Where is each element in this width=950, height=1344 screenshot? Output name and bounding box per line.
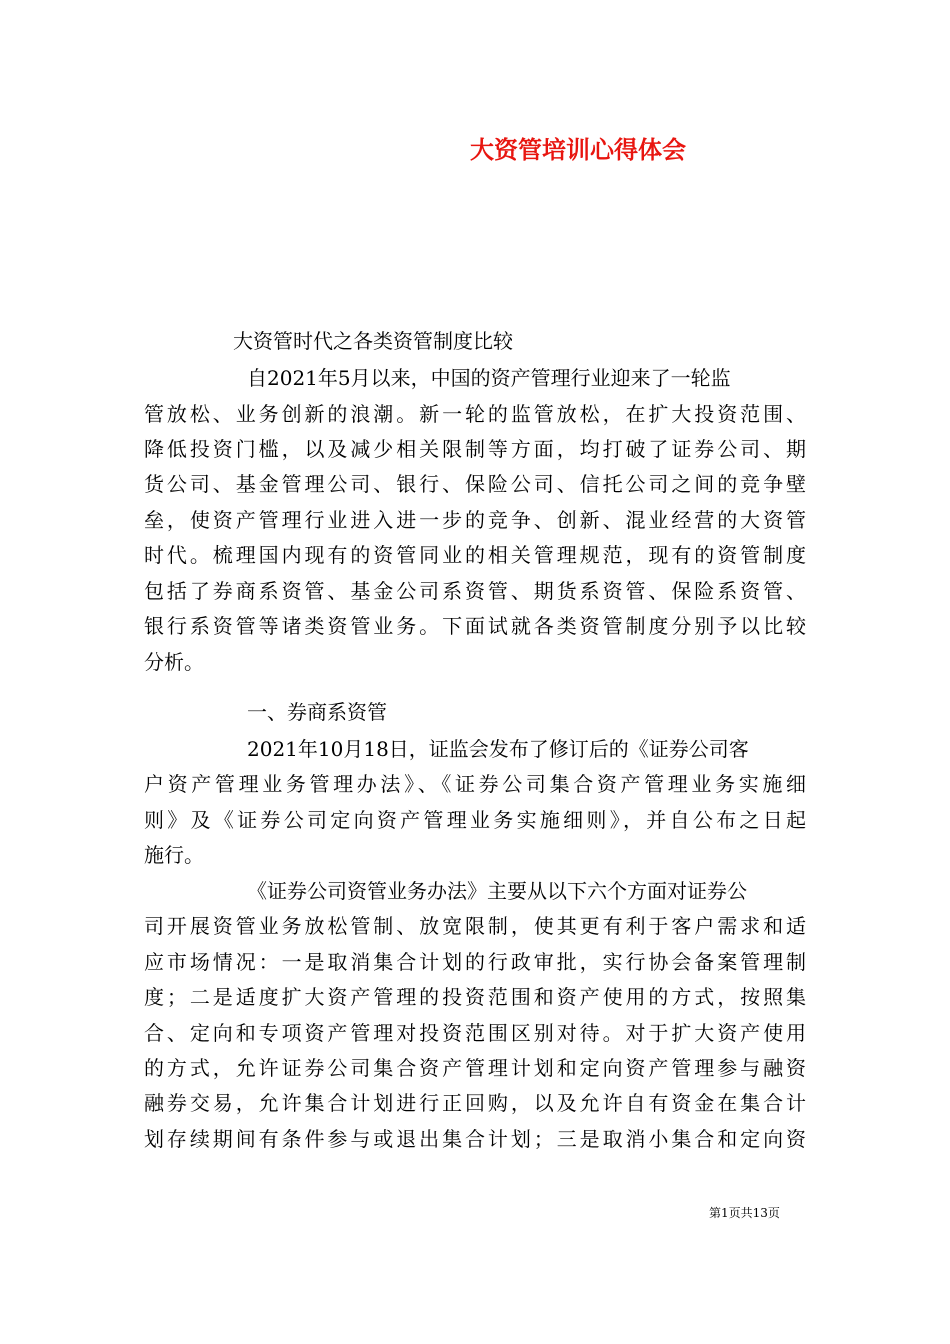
paragraph-2-line-1: 2021年10月18日，证监会发布了修订后的《证券公司客	[247, 737, 749, 761]
paragraph-3-line-2: 司开展资管业务放松管制、放宽限制，使其更有利于客户需求和适	[144, 914, 806, 938]
paragraph-1-line-7: 包括了券商系资管、基金公司系资管、期货系资管、保险系资管、	[144, 579, 806, 603]
paragraph-3-line-5: 合、定向和专项资产管理对投资范围区别对待。对于扩大资产使用	[144, 1021, 806, 1045]
document-subtitle: 大资管时代之各类资管制度比较	[233, 329, 513, 353]
paragraph-3-line-3: 应市场情况：一是取消集合计划的行政审批，实行协会备案管理制	[144, 950, 806, 974]
paragraph-1-line-2: 管放松、业务创新的浪潮。新一轮的监管放松，在扩大投资范围、	[144, 402, 806, 426]
section-1-heading: 一、券商系资管	[247, 700, 387, 724]
paragraph-1-line-3: 降低投资门槛，以及减少相关限制等方面，均打破了证券公司、期	[144, 437, 806, 461]
paragraph-2-line-2: 户资产管理业务管理办法》、《证券公司集合资产管理业务实施细	[144, 772, 806, 796]
paragraph-2-line-3: 则》及《证券公司定向资产管理业务实施细则》，并自公布之日起	[144, 808, 806, 832]
paragraph-3-line-7: 融券交易，允许集合计划进行正回购，以及允许自有资金在集合计	[144, 1091, 806, 1115]
paragraph-3-line-6: 的方式，允许证券公司集合资产管理计划和定向资产管理参与融资	[144, 1056, 806, 1080]
paragraph-2-line-4: 施行。	[144, 843, 204, 867]
paragraph-1-line-4: 货公司、基金管理公司、银行、保险公司、信托公司之间的竞争壁	[144, 472, 806, 496]
paragraph-1-line-9: 分析。	[144, 650, 204, 674]
paragraph-1-line-1: 自2021年5月以来，中国的资产管理行业迎来了一轮监	[247, 366, 731, 390]
page-number-footer: 第1页共13页	[709, 1206, 780, 1220]
paragraph-1-line-6: 时代。梳理国内现有的资管同业的相关管理规范，现有的资管制度	[144, 543, 806, 567]
paragraph-1-line-8: 银行系资管等诸类资管业务。下面试就各类资管制度分别予以比较	[144, 614, 806, 638]
paragraph-1-line-5: 垒，使资产管理行业进入进一步的竞争、创新、混业经营的大资管	[144, 508, 806, 532]
document-title: 大资管培训心得体会	[470, 135, 686, 164]
paragraph-3-line-1: 《证券公司资管业务办法》主要从以下六个方面对证券公	[247, 879, 747, 903]
paragraph-3-line-8: 划存续期间有条件参与或退出集合计划；三是取消小集合和定向资	[144, 1127, 806, 1151]
paragraph-3-line-4: 度；二是适度扩大资产管理的投资范围和资产使用的方式，按照集	[144, 985, 806, 1009]
